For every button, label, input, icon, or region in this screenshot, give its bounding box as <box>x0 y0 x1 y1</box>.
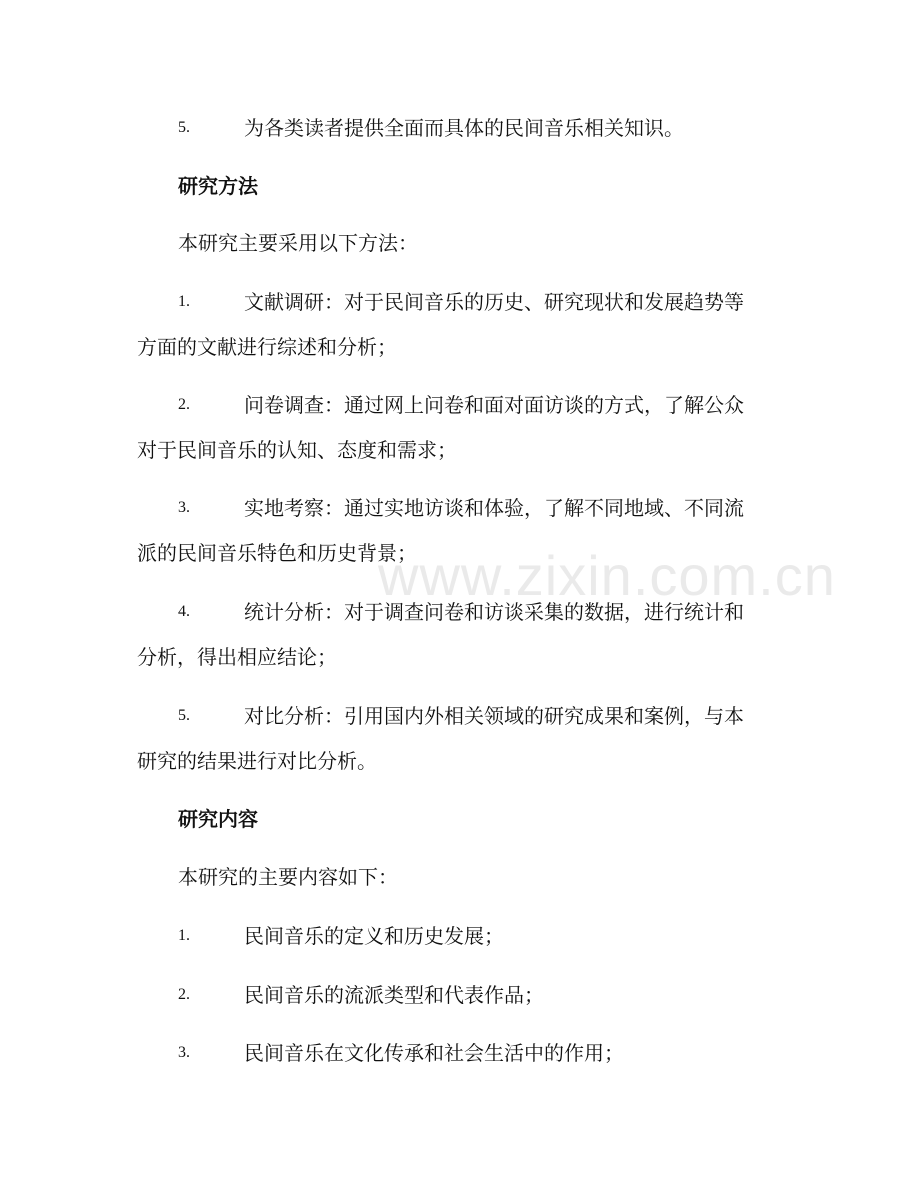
list-item-text-continued: 对于民间音乐的认知、态度和需求； <box>137 438 457 462</box>
section-intro-methods: 本研究主要采用以下方法： <box>178 231 418 255</box>
list-number: 3. <box>178 1044 190 1061</box>
section-intro-contents: 本研究的主要内容如下： <box>178 865 398 889</box>
list-item-text: 实地考察：通过实地访谈和体验，了解不同地域、不同流 <box>244 496 744 520</box>
section-heading-methods: 研究方法 <box>178 174 258 198</box>
list-number: 5. <box>178 119 190 136</box>
list-number: 2. <box>178 986 190 1003</box>
list-number: 5. <box>178 707 190 724</box>
watermark: www.zixin.com.cn <box>378 544 836 607</box>
list-number: 3. <box>178 499 190 516</box>
list-item-text: 民间音乐的流派类型和代表作品； <box>244 983 544 1007</box>
list-number: 4. <box>178 603 190 620</box>
list-item-text-continued: 分析，得出相应结论； <box>137 645 337 669</box>
section-heading-contents: 研究内容 <box>178 807 258 831</box>
list-item-text: 民间音乐的定义和历史发展； <box>244 924 504 948</box>
list-number: 1. <box>178 927 190 944</box>
list-number: 2. <box>178 396 190 413</box>
list-item-text-continued: 派的民间音乐特色和历史背景； <box>137 541 417 565</box>
list-item-text-continued: 方面的文献进行综述和分析； <box>137 335 397 359</box>
list-item-text-continued: 研究的结果进行对比分析。 <box>137 749 377 773</box>
list-item-text: 民间音乐在文化传承和社会生活中的作用； <box>244 1041 624 1065</box>
list-item-text: 对比分析：引用国内外相关领域的研究成果和案例，与本 <box>244 704 744 728</box>
list-number: 1. <box>178 293 190 310</box>
list-item-text: 统计分析：对于调查问卷和访谈采集的数据，进行统计和 <box>244 600 744 624</box>
list-item-text: 为各类读者提供全面而具体的民间音乐相关知识。 <box>244 116 684 140</box>
list-item-text: 问卷调查：通过网上问卷和面对面访谈的方式，了解公众 <box>244 393 744 417</box>
list-item-text: 文献调研：对于民间音乐的历史、研究现状和发展趋势等 <box>244 290 744 314</box>
